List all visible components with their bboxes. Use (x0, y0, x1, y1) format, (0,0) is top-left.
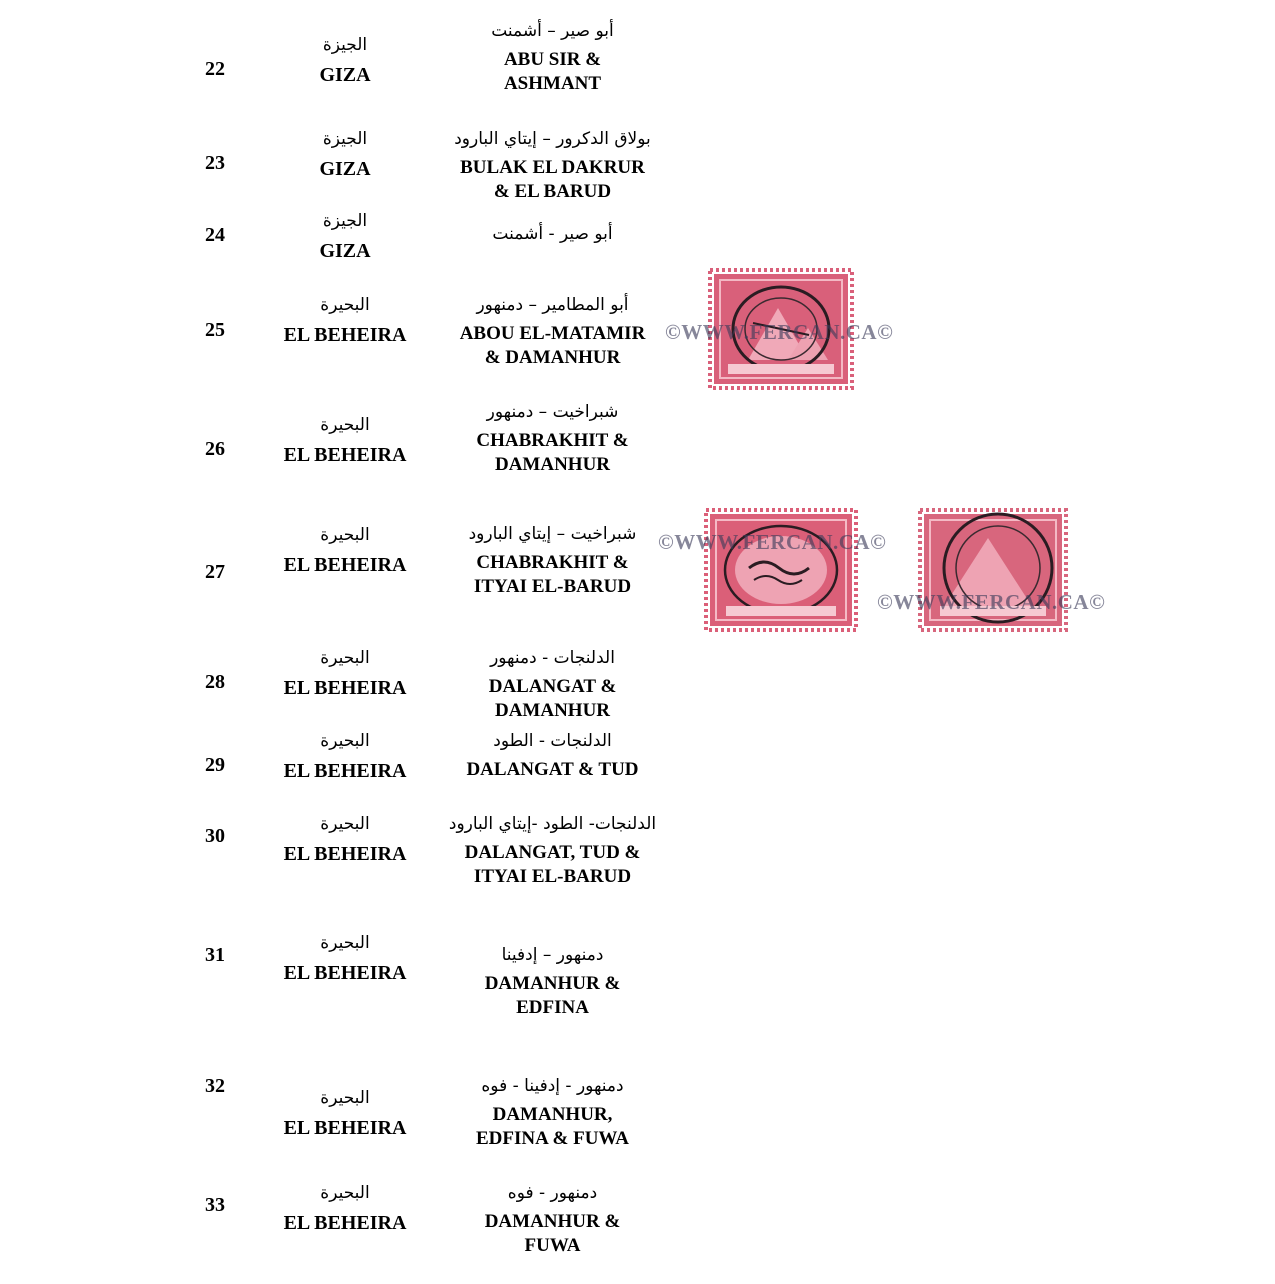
province-arabic: البحيرة (320, 415, 370, 435)
route-cell (440, 944, 665, 1020)
route-english: ABU SIR & ASHMANT (503, 49, 602, 94)
province-arabic: الجيزة (322, 35, 368, 55)
route-cell (440, 523, 665, 599)
province-arabic: الجيزة (322, 129, 368, 149)
route-cell (440, 20, 665, 96)
row-number: 26 (205, 438, 225, 460)
route-english: CHABRAKHIT & ITYAI EL-BARUD (473, 552, 632, 597)
province-english: EL BEHEIRA (283, 760, 407, 782)
province-arabic: الجيزة (322, 211, 368, 231)
province-english: EL BEHEIRA (283, 444, 407, 466)
row-number: 32 (205, 1075, 225, 1097)
province-arabic: البحيرة (320, 525, 370, 545)
province-english: EL BEHEIRA (283, 677, 407, 699)
province-cell (260, 210, 430, 263)
province-arabic: البحيرة (320, 933, 370, 953)
route-arabic: بولاق الدكرور – إيتاي البارود (454, 129, 651, 149)
province-english: EL BEHEIRA (283, 554, 407, 576)
route-arabic: دمنهور - إدفينا - فوه (481, 1076, 624, 1096)
route-arabic: أبو صير - أشمنت (492, 224, 613, 244)
row-number: 22 (205, 58, 225, 80)
row-number: 30 (205, 825, 225, 847)
route-arabic: الدلنجات - دمنهور (490, 648, 615, 668)
province-cell (260, 1182, 430, 1235)
route-english: DAMANHUR & FUWA (484, 1211, 621, 1256)
route-english: BULAK EL DAKRUR & EL BARUD (460, 157, 645, 202)
province-arabic: البحيرة (320, 648, 370, 668)
province-arabic: البحيرة (320, 1183, 370, 1203)
watermark: ©WWW.FERCAN.CA© (877, 590, 1106, 614)
province-english: EL BEHEIRA (283, 1117, 407, 1139)
province-cell (260, 1087, 430, 1140)
province-arabic: البحيرة (320, 814, 370, 834)
province-english: EL BEHEIRA (283, 324, 407, 346)
route-cell (440, 730, 665, 782)
route-cell (440, 401, 665, 477)
route-cell (440, 1182, 665, 1258)
province-cell (260, 128, 430, 181)
route-cell (440, 647, 665, 723)
route-arabic: شبراخيت – إيتاي البارود (468, 524, 637, 544)
row-number: 31 (205, 944, 225, 966)
route-arabic: الدلنجات- الطود -إيتاي البارود (448, 814, 657, 834)
route-cell (440, 294, 665, 370)
province-cell (260, 932, 430, 985)
route-english: DAMANHUR, EDFINA & FUWA (475, 1104, 630, 1149)
province-cell (260, 414, 430, 467)
province-cell (260, 524, 430, 577)
province-cell (260, 647, 430, 700)
province-english: GIZA (319, 240, 371, 262)
row-number: 27 (205, 561, 225, 583)
route-english: CHABRAKHIT & DAMANHUR (476, 430, 629, 475)
row-number: 29 (205, 754, 225, 776)
route-english: ABOU EL-MATAMIR & DAMANHUR (459, 323, 646, 368)
province-english: EL BEHEIRA (283, 962, 407, 984)
route-arabic: دمنهور - فوه (507, 1183, 598, 1203)
province-cell (260, 813, 430, 866)
province-cell (260, 294, 430, 347)
row-number: 23 (205, 152, 225, 174)
route-english: DAMANHUR & EDFINA (484, 973, 621, 1018)
province-english: EL BEHEIRA (283, 1212, 407, 1234)
province-cell (260, 34, 430, 87)
route-english: DALANGAT & TUD (466, 759, 639, 780)
route-cell (440, 223, 665, 245)
route-cell (440, 813, 665, 889)
route-arabic: دمنهور – إدفينا (501, 945, 604, 965)
row-number: 25 (205, 319, 225, 341)
province-arabic: البحيرة (320, 295, 370, 315)
row-number: 33 (205, 1194, 225, 1216)
row-number: 28 (205, 671, 225, 693)
route-english: DALANGAT, TUD & ITYAI EL-BARUD (464, 842, 641, 887)
route-arabic: الدلنجات - الطود (493, 731, 612, 751)
province-english: GIZA (319, 64, 371, 86)
route-english: DALANGAT & DAMANHUR (488, 676, 617, 721)
watermark: ©WWW.FERCAN.CA© (665, 320, 894, 344)
route-arabic: شبراخيت – دمنهور (486, 402, 619, 422)
province-arabic: البحيرة (320, 1088, 370, 1108)
province-arabic: البحيرة (320, 731, 370, 751)
watermark: ©WWW.FERCAN.CA© (658, 530, 887, 554)
row-number: 24 (205, 224, 225, 246)
province-english: EL BEHEIRA (283, 843, 407, 865)
route-cell (440, 128, 665, 204)
province-cell (260, 730, 430, 783)
route-cell (440, 1075, 665, 1151)
province-english: GIZA (319, 158, 371, 180)
route-arabic: أبو المطامير – دمنهور (476, 295, 629, 315)
route-arabic: أبو صير – أشمنت (491, 21, 614, 41)
postage-stamp-image (704, 508, 858, 632)
